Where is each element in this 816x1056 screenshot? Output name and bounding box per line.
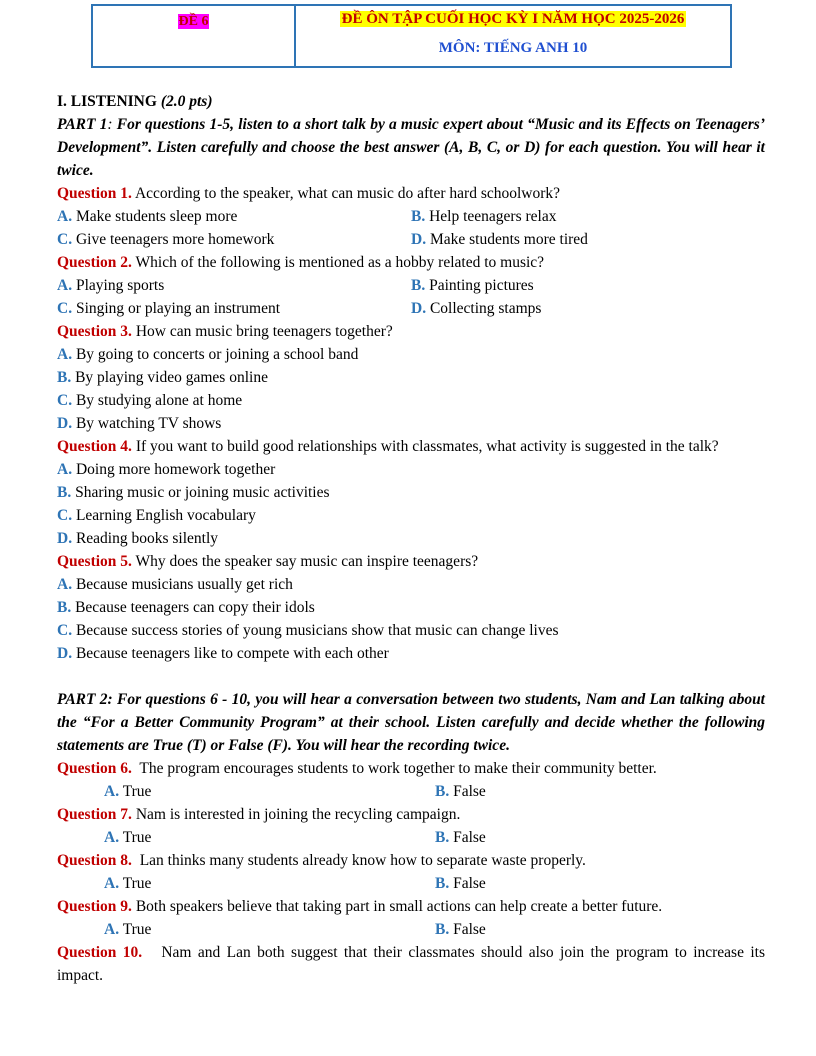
option-false[interactable] — [435, 872, 486, 895]
option-letter: A. — [57, 208, 73, 225]
option-c[interactable] — [57, 619, 765, 642]
option-d[interactable] — [57, 527, 765, 550]
option-a[interactable] — [57, 274, 411, 297]
question-5 — [57, 550, 765, 573]
option-text: Collecting stamps — [429, 300, 542, 317]
option-letter: B. — [435, 829, 450, 846]
option-b[interactable] — [411, 274, 765, 297]
option-text: Make students sleep more — [75, 208, 238, 225]
exam-title-cell — [296, 6, 730, 66]
section-points: (2.0 pts) — [160, 93, 213, 110]
option-letter: B. — [435, 875, 450, 892]
option-text: True — [122, 921, 152, 938]
question-text: Lan thinks many students already know how to separate waste properly. — [139, 852, 586, 869]
option-false[interactable] — [435, 918, 486, 941]
options-row — [57, 872, 765, 895]
option-d[interactable] — [57, 642, 765, 665]
exam-code-cell — [93, 6, 296, 66]
option-text: Doing more homework together — [75, 461, 276, 478]
question-9 — [57, 895, 765, 918]
question-label: Question 4. — [57, 438, 132, 455]
option-letter: A. — [104, 921, 120, 938]
option-text: By watching TV shows — [75, 415, 222, 432]
question-label: Question 9. — [57, 898, 132, 915]
option-text: False — [453, 829, 486, 846]
options-row — [57, 205, 765, 228]
option-c[interactable] — [57, 504, 765, 527]
option-letter: D. — [57, 415, 73, 432]
option-letter: D. — [411, 300, 427, 317]
question-label: Question 6. — [57, 760, 132, 777]
option-text: False — [453, 921, 486, 938]
option-letter: B. — [57, 369, 72, 386]
option-b[interactable] — [57, 481, 765, 504]
option-text: Playing sports — [75, 277, 165, 294]
spacer — [57, 665, 765, 688]
option-text: Because musicians usually get rich — [75, 576, 293, 593]
options-row — [57, 274, 765, 297]
option-text: Because teenagers like to compete with each other — [75, 645, 389, 662]
option-d[interactable] — [411, 228, 765, 251]
option-letter: B. — [411, 277, 426, 294]
part1-colon: : — [107, 116, 113, 133]
question-text: Nam and Lan both suggest that their classmates should also join the program to increase its impact. — [57, 944, 765, 984]
option-letter: B. — [57, 484, 72, 501]
option-a[interactable] — [57, 458, 765, 481]
option-letter: D. — [57, 530, 73, 547]
options-row — [57, 918, 765, 941]
option-d[interactable] — [411, 297, 765, 320]
option-false[interactable] — [435, 780, 486, 803]
option-text: Reading books silently — [75, 530, 219, 547]
option-text: False — [453, 783, 486, 800]
option-letter: A. — [57, 576, 73, 593]
question-label: Question 7. — [57, 806, 132, 823]
option-letter: A. — [104, 829, 120, 846]
section-title-text: I. LISTENING — [57, 93, 157, 110]
option-text: Help teenagers relax — [429, 208, 557, 225]
option-c[interactable] — [57, 389, 765, 412]
option-a[interactable] — [57, 343, 765, 366]
part1-label: PART 1 — [57, 116, 108, 133]
question-6 — [57, 757, 765, 780]
option-text: By going to concerts or joining a school band — [75, 346, 359, 363]
options-row — [57, 826, 765, 849]
option-letter: B. — [57, 599, 72, 616]
exam-title: ĐỀ ÔN TẬP CUỐI HỌC KỲ I NĂM HỌC 2025-2026 — [341, 11, 685, 27]
option-letter: C. — [57, 622, 73, 639]
options-row — [57, 780, 765, 803]
option-letter: C. — [57, 507, 73, 524]
option-true[interactable] — [104, 918, 435, 941]
option-text: False — [453, 875, 486, 892]
question-label: Question 2. — [57, 254, 132, 271]
option-letter: A. — [57, 277, 73, 294]
question-10 — [57, 941, 765, 987]
option-letter: B. — [435, 783, 450, 800]
option-letter: A. — [57, 346, 73, 363]
option-c[interactable] — [57, 297, 411, 320]
option-b[interactable] — [57, 596, 765, 619]
question-4 — [57, 435, 765, 458]
exam-code: ĐỀ 6 — [178, 14, 209, 29]
option-b[interactable] — [411, 205, 765, 228]
option-letter: B. — [435, 921, 450, 938]
option-text: Learning English vocabulary — [75, 507, 256, 524]
question-text: Nam is interested in joining the recycling campaign. — [135, 806, 461, 823]
option-letter: C. — [57, 231, 73, 248]
question-text: Which of the following is mentioned as a hobby related to music? — [135, 254, 545, 271]
options-row — [57, 228, 765, 251]
option-false[interactable] — [435, 826, 486, 849]
option-text: Give teenagers more homework — [75, 231, 275, 248]
option-text: Because teenagers can copy their idols — [75, 599, 315, 616]
question-label: Question 3. — [57, 323, 132, 340]
option-d[interactable] — [57, 412, 765, 435]
question-label: Question 8. — [57, 852, 132, 869]
option-letter: B. — [411, 208, 426, 225]
option-letter: C. — [57, 392, 73, 409]
part1-instruction-rest: For questions 1-5, listen to a short talk by a music expert about “Music and its Effects on Teenagers’ Development”. Listen carefully and choose the best answer (A, B, C, or D) for each question. You will hear it twice. — [57, 116, 765, 179]
question-text: Why does the speaker say music can inspire teenagers? — [135, 553, 479, 570]
option-text: By studying alone at home — [75, 392, 243, 409]
question-text: If you want to build good relationships with classmates, what activity is suggested in the talk? — [135, 438, 719, 455]
part1-instruction — [57, 113, 765, 182]
option-text: Make students more tired — [429, 231, 588, 248]
section-title — [57, 90, 765, 113]
option-letter: D. — [411, 231, 427, 248]
question-3 — [57, 320, 765, 343]
option-a[interactable] — [57, 573, 765, 596]
question-text: How can music bring teenagers together? — [135, 323, 393, 340]
option-a[interactable] — [57, 205, 411, 228]
exam-subject: MÔN: TIẾNG ANH 10 — [438, 40, 588, 56]
option-true[interactable] — [104, 826, 435, 849]
option-text: True — [122, 783, 152, 800]
option-true[interactable] — [104, 780, 435, 803]
option-letter: D. — [57, 645, 73, 662]
option-letter: A. — [57, 461, 73, 478]
option-letter: A. — [104, 783, 120, 800]
option-letter: C. — [57, 300, 73, 317]
exam-content — [57, 90, 765, 987]
part2-instruction: PART 2: For questions 6 - 10, you will hear a conversation between two students, Nam and Lan talking about the “For a Better Community Program” at their school. Listen carefully and decide whether the following statements are True (T) or False (F). You will hear the recording twice. — [57, 691, 765, 754]
question-7 — [57, 803, 765, 826]
option-text: Sharing music or joining music activities — [75, 484, 330, 501]
question-2 — [57, 251, 765, 274]
option-letter: A. — [104, 875, 120, 892]
option-text: By playing video games online — [75, 369, 268, 386]
option-true[interactable] — [104, 872, 435, 895]
exam-header — [91, 4, 732, 68]
question-text: According to the speaker, what can music do after hard schoolwork? — [134, 185, 561, 202]
option-text: Singing or playing an instrument — [75, 300, 281, 317]
option-b[interactable] — [57, 366, 765, 389]
question-label: Question 10. — [57, 944, 143, 961]
option-text: Because success stories of young musicians show that music can change lives — [75, 622, 559, 639]
question-text: Both speakers believe that taking part in small actions can help create a better future. — [135, 898, 663, 915]
question-8 — [57, 849, 765, 872]
option-text: True — [122, 875, 152, 892]
question-1 — [57, 182, 765, 205]
option-c[interactable] — [57, 228, 411, 251]
option-text: True — [122, 829, 152, 846]
options-row — [57, 297, 765, 320]
question-text: The program encourages students to work together to make their community better. — [139, 760, 657, 777]
question-label: Question 5. — [57, 553, 132, 570]
option-text: Painting pictures — [429, 277, 534, 294]
question-label: Question 1. — [57, 185, 132, 202]
